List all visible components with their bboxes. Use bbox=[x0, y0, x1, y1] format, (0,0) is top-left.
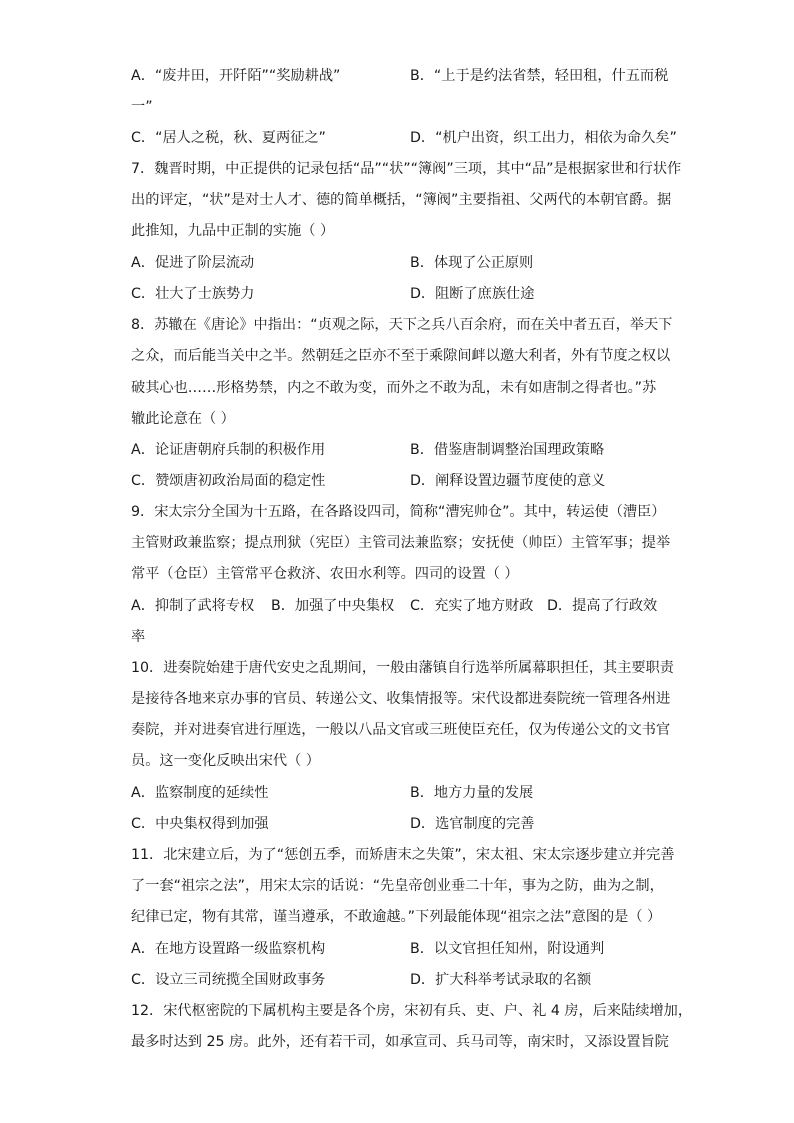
q8-stem-line-1: 8．苏辙在《唐论》中指出：“贞观之际，天下之兵八百余府，而在关中者五百，举天下 bbox=[131, 317, 673, 333]
q9-stem-line-3: 常平（仓臣）主管常平仓救济、农田水利等。四司的设置（ ） bbox=[131, 566, 519, 582]
q7-option-b: B．体现了公正原则 bbox=[410, 255, 534, 271]
q11-option-d: D．扩大科举考试录取的名额 bbox=[410, 972, 592, 988]
q10-stem-line-1: 10．进奏院始建于唐代安史之乱期间，一般由藩镇自行选举所属幕职担任，其主要职责 bbox=[131, 660, 674, 676]
q11-stem-line-3: 纪律已定，物有其常，谨当遵承，不敢逾越。”下列最能体现“祖宗之法”意图的是（ ） bbox=[131, 909, 662, 925]
q11-option-c: C．设立三司统揽全国财政事务 bbox=[131, 972, 326, 988]
q8-option-d: D．阐释设置边疆节度使的意义 bbox=[410, 473, 606, 489]
q10-stem-line-4: 员。这一变化反映出宋代（ ） bbox=[131, 753, 320, 769]
q9-stem-line-2: 主管财政兼监察；提点刑狱（宪臣）主管司法兼监察；安抚使（帅臣）主管军事；提举 bbox=[131, 535, 671, 551]
q6-option-b: B．“上于是约法省禁，轻田租，什五而税 bbox=[410, 68, 669, 84]
q6-option-d: D．“机户出资，织工出力，相依为命久矣” bbox=[410, 130, 677, 146]
q9-option-b: B．加强了中央集权 bbox=[271, 598, 395, 614]
q9-option-c: C．充实了地方财政 bbox=[410, 598, 534, 614]
q11-option-a: A．在地方设置路一级监察机构 bbox=[131, 941, 326, 957]
q10-option-b: B．地方力量的发展 bbox=[410, 785, 534, 801]
q8-option-c: C．赞颂唐初政治局面的稳定性 bbox=[131, 473, 326, 489]
q10-stem-line-3: 奏院，并对进奏官进行厘选，一般以八品文官或三班使臣充任，仅为传递公文的文书官 bbox=[131, 722, 671, 738]
q9-option-a: A．抑制了武将专权 bbox=[131, 598, 255, 614]
q8-option-b: B．借鉴唐制调整治国理政策略 bbox=[410, 442, 605, 458]
q12-stem-line-1: 12．宋代枢密院的下属机构主要是各个房，宋初有兵、吏、户、礼 4 房，后来陆续增加， bbox=[131, 1003, 693, 1019]
q10-stem-line-2: 是接待各地来京办事的官员、转递公文、收集情报等。宋代设都进奏院统一管理各州进 bbox=[131, 691, 671, 707]
q8-stem-line-2: 之众，而后能当关中之半。然朝廷之臣亦不至于乘隙间衅以邀大利者，外有节度之权以 bbox=[131, 348, 671, 364]
q7-option-d: D．阻断了庶族仕途 bbox=[410, 286, 535, 302]
q12-stem-line-2: 最多时达到 25 房。此外，还有若干司，如承宣司、兵马司等，南宋时，又添设置旨院 bbox=[131, 1034, 669, 1050]
q10-option-d: D．选官制度的完善 bbox=[410, 816, 535, 832]
q7-option-c: C．壮大了士族势力 bbox=[131, 286, 255, 302]
q8-stem-line-4: 辙此论意在（ ） bbox=[131, 411, 235, 427]
q6-option-b-cont: 一” bbox=[131, 99, 153, 115]
q10-option-a: A．监察制度的延续性 bbox=[131, 785, 269, 801]
q7-stem-line-1: 7．魏晋时期，中正提供的记录包括“品”“状”“簿阀”三项，其中“品”是根据家世和行状作 bbox=[131, 161, 682, 177]
q10-option-c: C．中央集权得到加强 bbox=[131, 816, 269, 832]
q9-stem-line-1: 9．宋太宗分全国为十五路，在各路设四司，简称“漕宪帅仓”。其中，转运使（漕臣） bbox=[131, 504, 666, 520]
q9-option-d-cont: 率 bbox=[131, 629, 146, 645]
q11-option-b: B．以文官担任知州，附设通判 bbox=[410, 941, 605, 957]
q7-stem-line-3: 此推知，九品中正制的实施（ ） bbox=[131, 223, 335, 239]
q6-option-a: A．“废井田，开阡陌”“奖励耕战” bbox=[131, 68, 341, 84]
q11-stem-line-1: 11．北宋建立后，为了“惩创五季，而矫唐末之失策”，宋太祖、宋太宗逐步建立并完善 bbox=[131, 847, 675, 863]
q7-option-a: A．促进了阶层流动 bbox=[131, 255, 255, 271]
q8-option-a: A．论证唐朝府兵制的积极作用 bbox=[131, 442, 326, 458]
q7-stem-line-2: 出的评定，“状”是对士人才、德的简单概括，“簿阀”主要指祖、父两代的本朝官爵。据 bbox=[131, 192, 672, 208]
q9-option-d: D．提高了行政效 bbox=[547, 598, 658, 614]
q11-stem-line-2: 了一套“祖宗之法”，用宋太宗的话说：“先皇帝创业垂二十年，事为之防，曲为之制， bbox=[131, 878, 664, 894]
q6-option-c: C．“居人之税，秋、夏两征之” bbox=[131, 130, 326, 146]
q8-stem-line-3: 破其心也……形格势禁，内之不敢为变，而外之不敢为乱，未有如唐制之得者也。”苏 bbox=[131, 380, 657, 396]
